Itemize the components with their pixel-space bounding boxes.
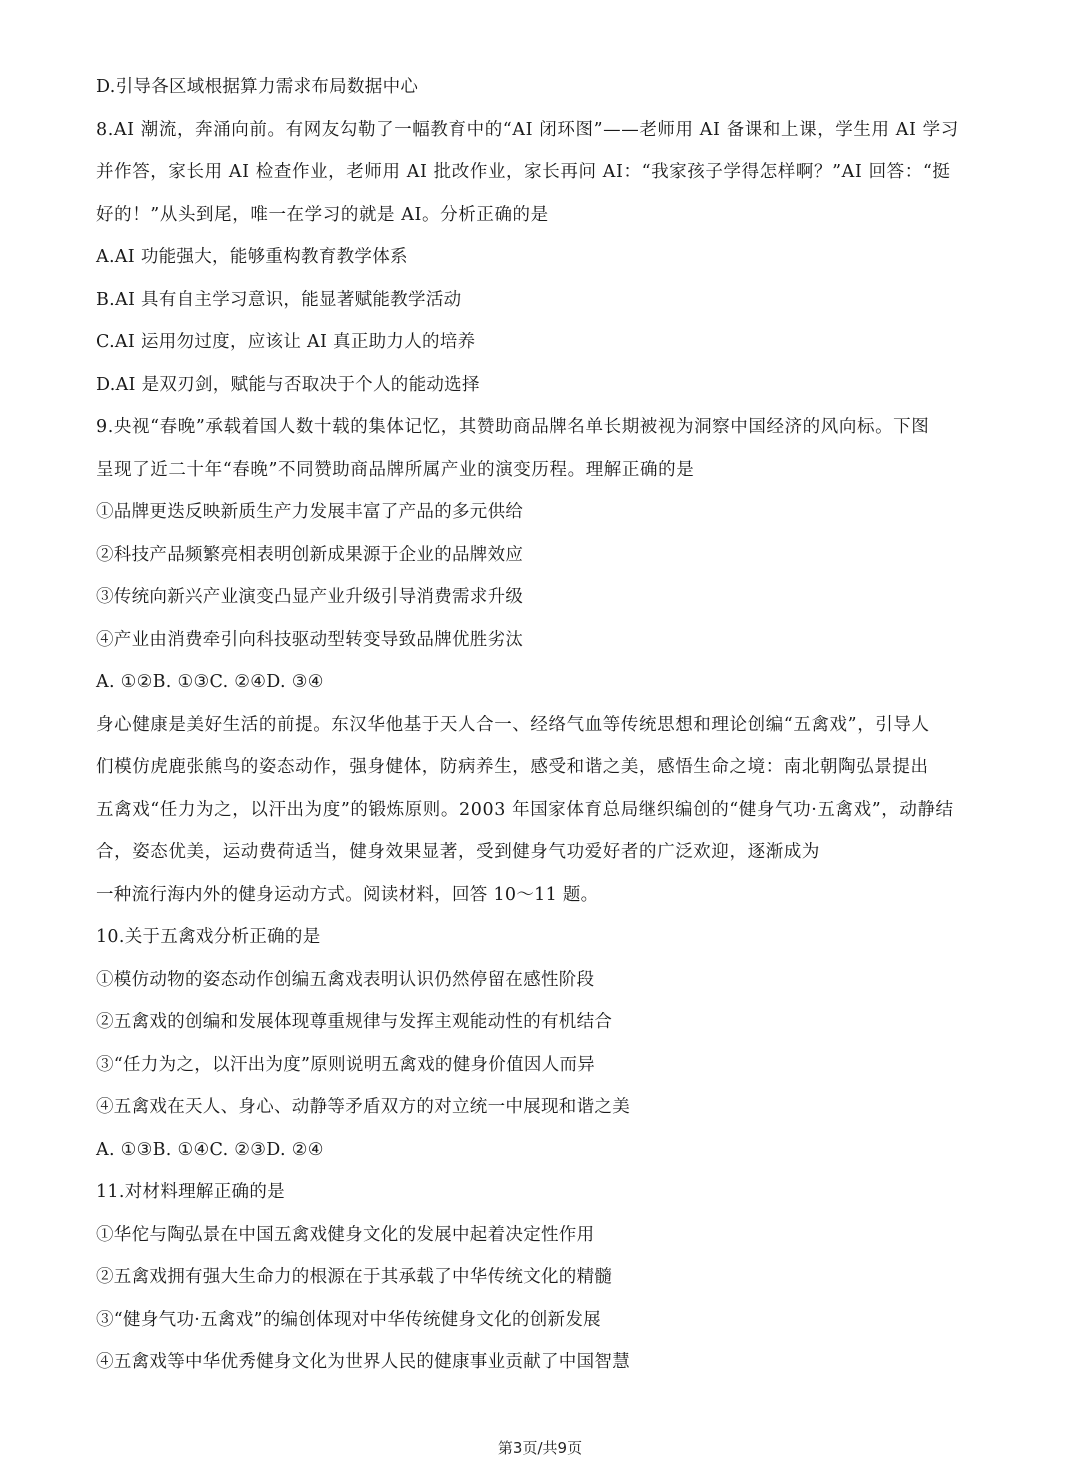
question-10-stem: 10.关于五禽戏分析正确的是 [96,927,321,947]
question-10-choices: A. ①③B. ①④C. ②③D. ②④ [96,1139,324,1160]
question-8-option-d: D.AI 是双刃剑，赋能与否取决于个人的能动选择 [96,374,480,395]
question-9-statement-4: ④产业由消费牵引向科技驱动型转变导致品牌优胜劣汰 [96,629,524,650]
material-line-5: 一种流行海内外的健身运动方式。阅读材料，回答 10～11 题。 [96,884,599,905]
question-10-statement-3: ③“任力为之，以汗出为度”原则说明五禽戏的健身价值因人而异 [96,1054,596,1075]
question-9-statement-1: ①品牌更迭反映新质生产力发展丰富了产品的多元供给 [96,502,524,522]
question-11-statement-1: ①华佗与陶弘景在中国五禽戏健身文化的发展中起着决定性作用 [96,1224,595,1245]
question-8-option-c: C.AI 运用勿过度，应该让 AI 真正助力人的培养 [96,332,476,352]
question-8-option-a: A.AI 功能强大，能够重构教育教学体系 [96,247,408,267]
question-9-choices: A. ①②B. ①③C. ②④D. ③④ [96,672,324,692]
question-10-statement-1: ①模仿动物的姿态动作创编五禽戏表明认识仍然停留在感性阶段 [96,969,595,990]
option-d-q7: D.引导各区域根据算力需求布局数据中心 [96,77,419,97]
exam-page [96,66,986,1384]
question-11-statement-3: ③“健身气功·五禽戏”的编创体现对中华传统健身文化的创新发展 [96,1309,601,1330]
question-8-stem-line-1: 8.AI 潮流，奔涌向前。有网友勾勒了一幅教育中的“AI 闭环图”——老师用 AI 备课和上课，学生用 AI 学习 [96,119,959,140]
material-line-3: 五禽戏“任力为之，以汗出为度”的锻炼原则。2003 年国家体育总局继织编创的“健身气功·五禽戏”，动静结 [96,799,954,820]
question-9-statement-2: ②科技产品频繁亮相表明创新成果源于企业的品牌效应 [96,544,524,565]
question-10-statement-4: ④五禽戏在天人、身心、动静等矛盾双方的对立统一中展现和谐之美 [96,1097,630,1117]
question-11-statement-2: ②五禽戏拥有强大生命力的根源在于其承载了中华传统文化的精髓 [96,1267,613,1287]
question-9-stem-line-1: 9.央视“春晚”承载着国人数十载的集体记忆，其赞助商品牌名单长期被视为洞察中国经济的风向标。下图 [96,417,930,437]
question-9-stem-line-2: 呈现了近二十年“春晚”不同赞助商品牌所属产业的演变历程。理解正确的是 [96,459,695,480]
material-line-1: 身心健康是美好生活的前提。东汉华他基于天人合一、经络气血等传统思想和理论创编“五禽戏”，引导人 [96,714,930,735]
question-8-stem-line-2: 并作答，家长用 AI 检查作业，老师用 AI 批改作业，家长再问 AI：“我家孩子学得怎样啊？”AI 回答：“挺 [96,162,951,182]
question-11-statement-4: ④五禽戏等中华优秀健身文化为世界人民的健康事业贡献了中国智慧 [96,1352,630,1372]
question-8-stem-line-3: 好的！”从头到尾，唯一在学习的就是 AI。分析正确的是 [96,204,549,225]
material-line-4: 合，姿态优美，运动费荷适当，健身效果显著，受到健身气功爱好者的广泛欢迎，逐渐成为 [96,842,820,862]
question-9-statement-3: ③传统向新兴产业演变凸显产业升级引导消费需求升级 [96,587,524,607]
question-11-stem: 11.对材料理解正确的是 [96,1182,285,1202]
material-line-2: 们模仿虎鹿张熊鸟的姿态动作，强身健体，防病养生，感受和谐之美，感悟生命之境：南北朝陶弘景提出 [96,757,929,777]
question-8-option-b: B.AI 具有自主学习意识，能显著赋能教学活动 [96,289,462,310]
question-10-statement-2: ②五禽戏的创编和发展体现尊重规律与发挥主观能动性的有机结合 [96,1012,613,1032]
page-number-footer: 第3页/共9页 [497,1439,583,1457]
